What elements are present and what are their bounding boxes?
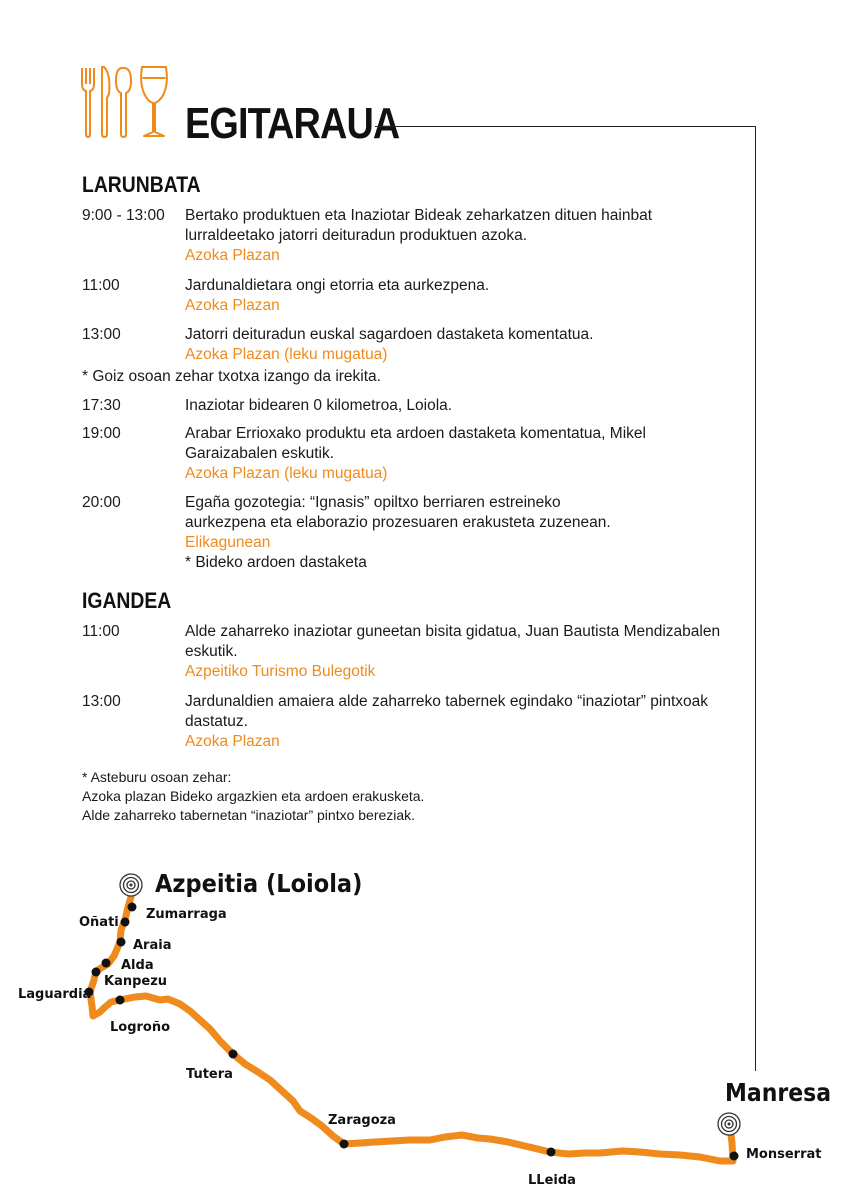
stop-label-logrono: Logroño [110,1020,171,1035]
stop-dot [229,1050,238,1059]
route-start-label: Azpeitia (Loiola) [155,868,363,899]
stop-label-zumarraga: Zumarraga [146,907,227,922]
stop-dot [92,968,101,977]
cutlery-wineglass-icon [76,64,176,140]
stop-label-alda: Alda [121,958,154,973]
day-heading-sunday: IGANDEA [82,588,172,613]
item-description: Jardunaldietara ongi etorria eta aurkezpena. [185,277,490,294]
item-location: Azoka Plazan (leku mugatua) [185,346,388,363]
item-time: 17:30 [82,397,121,414]
page-title: EGITARAUA [185,99,400,148]
stop-label-lleida: LLeida [528,1173,576,1188]
day-heading-saturday: LARUNBATA [82,172,201,197]
item-time: 9:00 - 13:00 [82,207,165,224]
item-location: Elikagunean [185,534,271,551]
start-marker-icon [120,874,142,896]
frame-top-line [375,126,756,127]
route-map [0,860,849,1200]
stop-label-monserrat: Monserrat [746,1147,822,1162]
item-time: 20:00 [82,494,121,511]
end-marker-icon [718,1113,740,1135]
item-location: Azoka Plazan [185,297,280,314]
item-description: dastatuz. [185,713,248,730]
item-description: eskutik. [185,643,238,660]
stop-label-araia: Araia [133,938,172,953]
stop-label-kanpezu: Kanpezu [104,974,168,989]
stop-dot [121,918,130,927]
item-time: 11:00 [82,623,120,640]
item-description: Arabar Errioxako produktu eta ardoen dastaketa komentatua, Mikel [185,425,646,442]
item-description: Egaña gozotegia: “Ignasis” opiltxo berriaren estreineko [185,494,561,511]
item-extra-note: * Bideko ardoen dastaketa [185,554,367,571]
item-time: 19:00 [82,425,121,442]
item-time: 11:00 [82,277,120,294]
stop-dot [117,938,126,947]
stop-dot [102,959,111,968]
item-description: Bertako produktuen eta Inaziotar Bideak zeharkatzen dituen hainbat [185,207,653,224]
item-description: Inaziotar bidearen 0 kilometroa, Loiola. [185,397,453,414]
stop-label-onati: Oñati [79,915,119,930]
route-line [90,886,733,1161]
item-description: Jardunaldien amaiera alde zaharreko tabernek egindako “inaziotar” pintxoak [185,693,709,710]
item-location: Azoka Plazan [185,733,280,750]
footer-line: Azoka plazan Bideko argazkien eta ardoen erakusketa. [82,788,425,804]
stop-label-tutera: Tutera [186,1067,233,1082]
item-location: Azoka Plazan (leku mugatua) [185,465,388,482]
item-time: 13:00 [82,326,121,343]
weekend-notes [82,768,424,825]
stop-dot [547,1148,556,1157]
item-description: Jatorri deituradun euskal sagardoen dastaketa komentatua. [185,326,594,343]
stop-dot [730,1152,739,1161]
item-description: Alde zaharreko inaziotar guneetan bisita gidatua, Juan Bautista Mendizabalen [185,623,721,640]
item-location: Azoka Plazan [185,247,280,264]
stop-label-zaragoza: Zaragoza [328,1113,396,1128]
saturday-note: * Goiz osoan zehar txotxa izango da irekita. [82,368,381,385]
item-time: 13:00 [82,693,121,710]
item-description: aurkezpena eta elaborazio prozesuaren erakusteta zuzenean. [185,514,611,531]
stop-label-laguardia: Laguardia [18,987,92,1002]
stop-dots [85,903,739,1161]
stop-dot [340,1140,349,1149]
stop-dot [116,996,125,1005]
route-end-label: Manresa [725,1077,832,1108]
stop-dot [128,903,137,912]
footer-line: Alde zaharreko tabernetan “inaziotar” pintxo bereziak. [82,807,416,823]
item-location: Azpeitiko Turismo Bulegotik [185,663,376,680]
item-description: lurraldeetako jatorri deituradun produktuen azoka. [185,227,528,244]
footer-line: * Asteburu osoan zehar: [82,769,232,785]
item-description: Garaizabalen eskutik. [185,445,335,462]
